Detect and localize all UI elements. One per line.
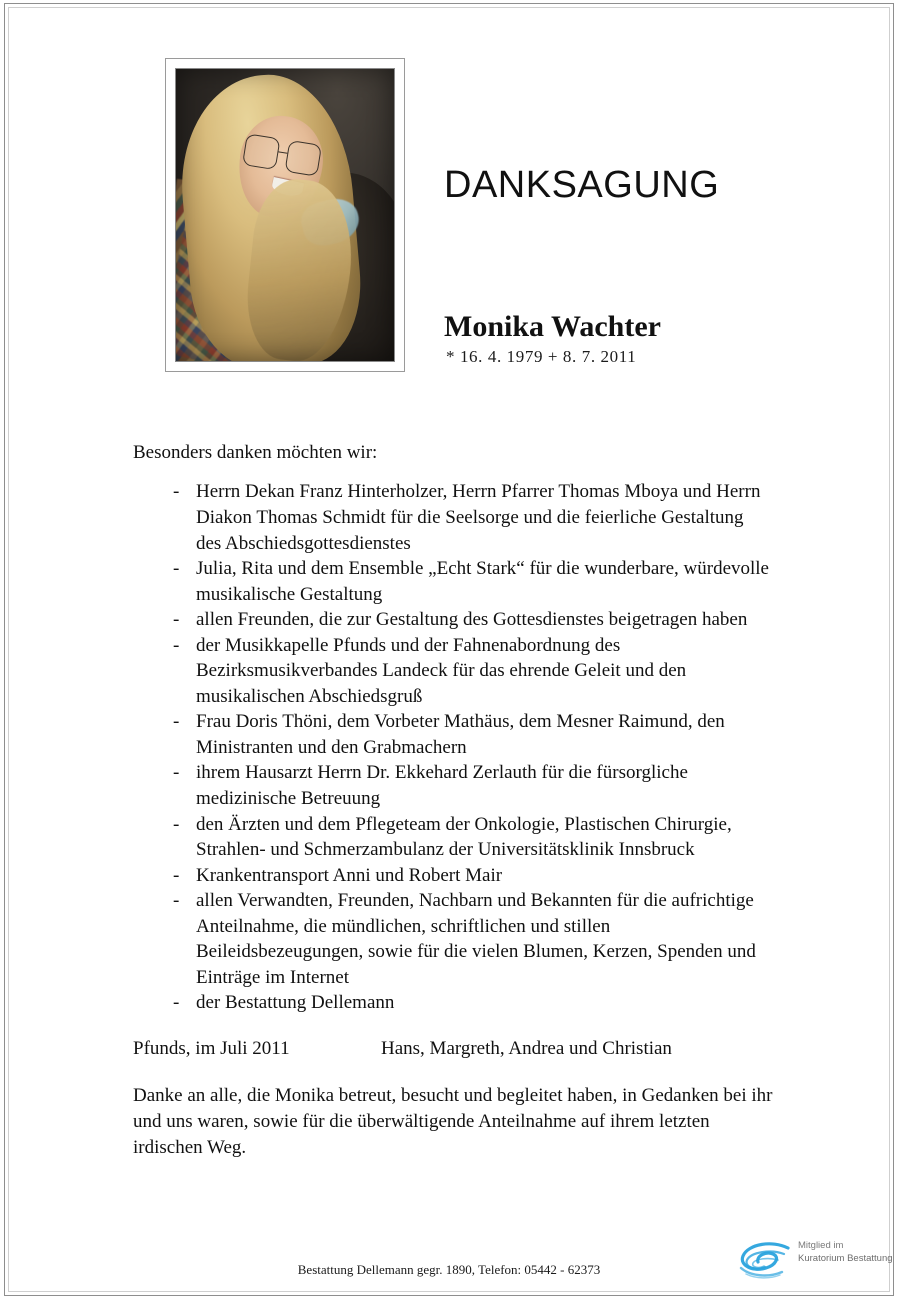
footer-text: Bestattung Dellemann gegr. 1890, Telefon: 05442 - 62373 <box>297 1262 601 1277</box>
logo-caption-line2: Kuratorium Bestattung <box>798 1252 893 1264</box>
list-bullet-dash: - <box>173 813 180 835</box>
thanks-list-item <box>133 863 773 889</box>
thanks-item-text: der Musikkapelle Pfunds und der Fahnenabordnung des Bezirksmusikverbandes Landeck für das ehrende Geleit und den musikalischen Abschiedsgruß <box>196 634 687 707</box>
final-paragraph: Danke an alle, die Monika betreut, besucht und begleitet haben, in Gedanken bei ihr und uns waren, sowie für die überwältigende Anteilnahme auf ihrem letzten irdischen Weg. <box>133 1085 773 1159</box>
thanks-item-text: ihrem Hausarzt Herrn Dr. Ekkehard Zerlauth für die fürsorgliche medizinische Betreuung <box>196 762 688 810</box>
portrait-photo <box>175 68 395 362</box>
card-body <box>133 440 773 1180</box>
thanks-list-item <box>133 990 773 1016</box>
thanks-item-text: Julia, Rita und dem Ensemble „Echt Stark“ für die wunderbare, würdevolle musikalische Gestaltung <box>196 558 769 605</box>
thanks-list-item <box>133 607 773 633</box>
logo-caption-line1: Mitglied im <box>798 1240 844 1251</box>
list-bullet-dash: - <box>173 558 180 580</box>
list-bullet-dash: - <box>173 711 180 733</box>
thanks-item-text: den Ärzten und dem Pflegeteam der Onkologie, Plastischen Chirurgie, Strahlen- und Schmerzambulanz der Universitätsklinik Innsbruck <box>196 813 732 861</box>
list-bullet-dash: - <box>173 609 180 631</box>
list-bullet-dash: - <box>173 890 180 912</box>
list-bullet-dash: - <box>173 481 180 503</box>
thanks-list-item <box>133 633 773 710</box>
thanks-item-text: Herrn Dekan Franz Hinterholzer, Herrn Pfarrer Thomas Mboya und Herrn Diakon Thomas Schmidt für die Seelsorge und die feierliche Gestaltung des Abschiedsgottesdienstes <box>196 481 761 554</box>
list-bullet-dash: - <box>173 762 180 784</box>
thanks-item-text: Frau Doris Thöni, dem Vorbeter Mathäus, dem Mesner Raimund, den Ministranten und den Grabmachern <box>196 711 725 758</box>
thanks-list-item <box>133 556 773 607</box>
thanks-list <box>133 479 773 1015</box>
thanks-item-text: der Bestattung Dellemann <box>196 992 395 1014</box>
closing-family-names: Hans, Margreth, Andrea und Christian <box>381 1037 672 1059</box>
thanks-list-item <box>133 760 773 811</box>
thanks-item-text: allen Freunden, die zur Gestaltung des Gottesdienstes beigetragen haben <box>196 609 748 631</box>
closing-place: Pfunds, im Juli 2011 <box>133 1037 290 1059</box>
thanks-list-item <box>133 812 773 863</box>
logo-caption <box>798 1240 893 1265</box>
blue-swirl-icon <box>738 1238 794 1280</box>
list-bullet-dash: - <box>173 864 180 886</box>
deceased-name: Monika Wachter <box>444 310 661 343</box>
list-bullet-dash: - <box>173 992 180 1014</box>
list-bullet-dash: - <box>173 634 180 656</box>
deceased-dates: * 16. 4. 1979 + 8. 7. 2011 <box>446 347 637 366</box>
footer-logo <box>738 1236 893 1282</box>
thanks-list-item <box>133 888 773 990</box>
portrait-frame <box>165 58 405 372</box>
intro-text: Besonders danken möchten wir: <box>133 442 378 463</box>
portrait-illustration <box>176 69 394 361</box>
page-title: DANKSAGUNG <box>444 164 720 206</box>
closing-row <box>133 1036 773 1061</box>
card-header <box>0 0 898 400</box>
thanks-item-text: Krankentransport Anni und Robert Mair <box>196 864 503 886</box>
thanks-item-text: allen Verwandten, Freunden, Nachbarn und Bekannten für die aufrichtige Anteilnahme, die mündlichen, schriftlichen und stillen Beileidsbezeugungen, sowie für die vielen Blumen, Kerzen, Spenden und Einträge im Internet <box>196 890 756 988</box>
thanks-list-item <box>133 479 773 556</box>
portrait-vignette <box>176 69 394 361</box>
thanks-list-item <box>133 709 773 760</box>
